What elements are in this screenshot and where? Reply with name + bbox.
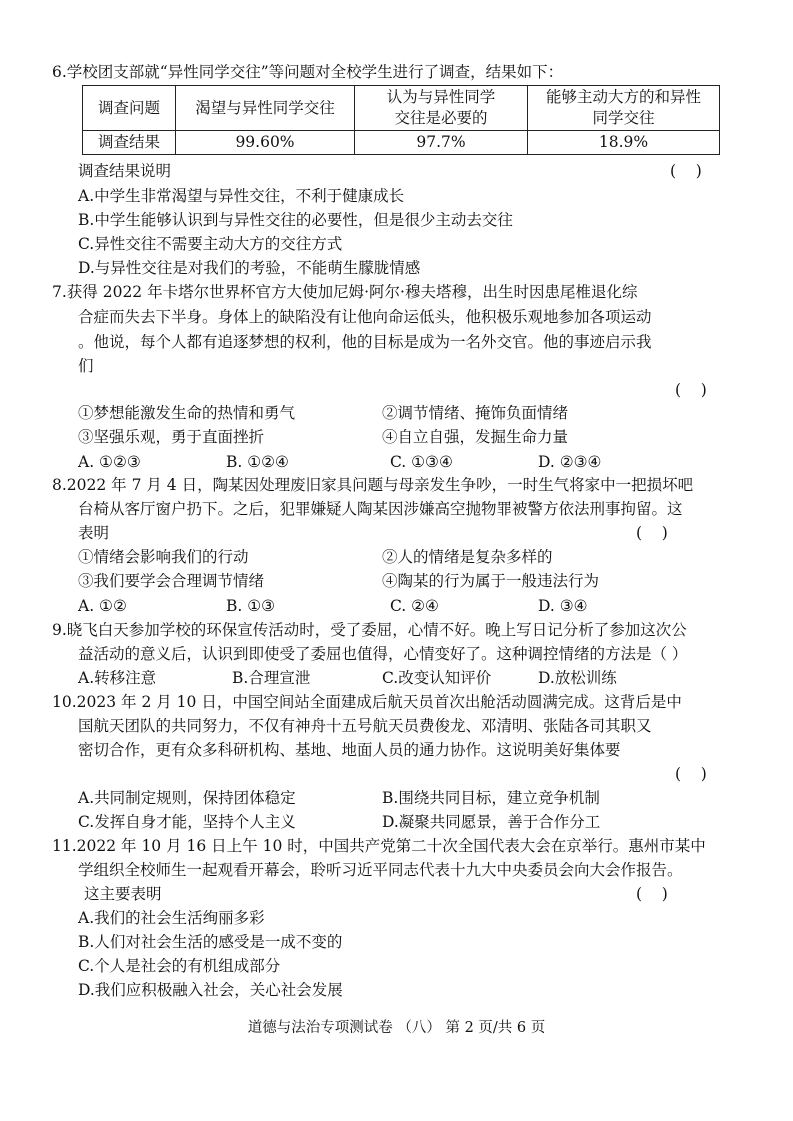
q11-answer-bracket: ( )	[636, 885, 668, 903]
q11-option-a: A.我们的社会生活绚丽多彩	[78, 909, 265, 927]
q7-answer-bracket: ( )	[675, 381, 707, 399]
q8-statement-1: ①情绪会影响我们的行动	[78, 548, 249, 566]
col2-header-line1: 认为与异性同学	[386, 88, 496, 106]
q11-line3: 这主要表明	[84, 885, 162, 903]
q6-option-a: A.中学生非常渴望与异性交往，不利于健康成长	[78, 187, 405, 205]
q11-option-b: B.人们对社会生活的感受是一成不变的	[78, 933, 343, 951]
col1-value: 99.60%	[176, 131, 355, 155]
q7-statement-3: ③坚强乐观，勇于直面挫折	[78, 428, 265, 446]
q7-line3: 。他说，每个人都有追逐梦想的权利，他的目标是成为一名外交官。他的事迹启示我	[78, 333, 652, 351]
q7-statement-2: ②调节情绪、掩饰负面情绪	[382, 404, 569, 422]
q11-option-c: C.个人是社会的有机组成部分	[78, 957, 281, 975]
q10-option-d: D.凝聚共同愿景，善于合作分工	[382, 813, 601, 831]
q11-line2: 学组织全校师生一起观看开幕会，聆听习近平同志代表十九大中央委员会向大会作报告。	[78, 861, 683, 879]
q10-line1: 10.2023 年 2 月 10 日，中国空间站全面建成后航天员首次出舱活动圆满完成。这背后是中	[52, 693, 682, 711]
q9-option-c: C.改变认知评价	[382, 669, 492, 687]
q6-option-b: B.中学生能够认识到与异性交往的必要性，但是很少主动去交往	[78, 211, 513, 229]
q7-option-c: C. ①③④	[390, 453, 453, 471]
row-header-result: 调查结果	[83, 131, 176, 155]
col3-header-line1: 能够主动大方的和异性	[545, 88, 701, 106]
q9-option-b: B.合理宣泄	[232, 669, 311, 687]
q8-option-b: B. ①③	[226, 597, 276, 615]
q10-option-b: B.围绕共同目标，建立竞争机制	[382, 789, 600, 807]
survey-table	[82, 85, 720, 155]
q6-answer-bracket: ( )	[670, 162, 702, 180]
q9-option-d: D.放松训练	[538, 669, 617, 687]
q6-stem: 6.学校团支部就“异性同学交往”等问题对全校学生进行了调查，结果如下：	[52, 63, 564, 81]
q7-line4: 们	[78, 357, 94, 375]
q10-line3: 密切合作，更有众多科研机构、基地、地面人员的通力协作。这说明美好集体要	[78, 741, 621, 759]
q6-option-d: D.与异性交往是对我们的考验，不能萌生朦胧情感	[78, 259, 421, 277]
q9-line2: 益活动的意义后，认识到即使受了委屈也值得，心情变好了。这种调控情绪的方法是（ ）	[78, 645, 688, 663]
q10-line2: 国航天团队的共同努力，不仅有神舟十五号航天员费俊龙、邓清明、张陆各司其职又	[78, 717, 652, 735]
q8-line3: 表明	[78, 524, 110, 542]
q7-line2: 合症而失去下半身。身体上的缺陷没有让他向命运低头，他积极乐观地参加各项运动	[78, 308, 652, 326]
col2-header-line2: 交往是必要的	[394, 109, 488, 127]
q7-option-a: A. ①②③	[78, 453, 141, 471]
q8-statement-4: ④陶某的行为属于一般违法行为	[382, 572, 600, 590]
q8-line1: 8.2022 年 7 月 4 日，陶某因处理废旧家具问题与母亲发生争吵，一时生气将家中一把损坏吧	[52, 476, 694, 494]
q8-statement-2: ②人的情绪是复杂多样的	[382, 548, 553, 566]
row-header-question: 调查问题	[83, 86, 176, 131]
page-footer: 道德与法治专项测试卷 （八） 第 2 页/共 6 页	[247, 1020, 546, 1036]
q8-line2: 台椅从客厅窗户扔下。之后，犯罪嫌疑人陶某因涉嫌高空抛物罪被警方依法刑事拘留。这	[78, 500, 683, 518]
q8-option-c: C. ②④	[390, 597, 439, 615]
q7-statement-1: ①梦想能激发生命的热情和勇气	[78, 404, 296, 422]
col3-header-line2: 同学交往	[592, 109, 655, 127]
q6-question: 调查结果说明	[78, 162, 172, 180]
q7-option-b: B. ①②④	[226, 453, 289, 471]
q11-option-d: D.我们应积极融入社会，关心社会发展	[78, 981, 343, 999]
q6-option-c: C.异性交往不需要主动大方的交往方式	[78, 235, 343, 253]
q10-option-c: C.发挥自身才能，坚持个人主义	[78, 813, 296, 831]
q11-line1: 11.2022 年 10 月 16 日上午 10 时，中国共产党第二十次全国代表大会在京举行。惠州市某中	[52, 837, 706, 855]
col3-header	[528, 86, 720, 131]
q8-statement-3: ③我们要学会合理调节情绪	[78, 572, 265, 590]
q8-answer-bracket: ( )	[636, 524, 668, 542]
q7-statement-4: ④自立自强，发掘生命力量	[382, 428, 569, 446]
q9-line1: 9.晓飞白天参加学校的环保宣传活动时，受了委屈，心情不好。晚上写日记分析了参加这次公	[52, 621, 687, 639]
q8-option-d: D. ③④	[538, 597, 588, 615]
col1-header: 渴望与异性同学交往	[176, 86, 355, 131]
q9-option-a: A.转移注意	[78, 669, 157, 687]
q7-option-d: D. ②③④	[538, 453, 602, 471]
col2-value: 97.7%	[355, 131, 528, 155]
col3-value: 18.9%	[528, 131, 720, 155]
col2-header	[355, 86, 528, 131]
q10-answer-bracket: ( )	[675, 765, 707, 783]
q7-line1: 7.获得 2022 年卡塔尔世界杯官方大使加尼姆·阿尔·穆夫塔穆，出生时因患尾椎退化综	[52, 283, 638, 301]
q10-option-a: A.共同制定规则，保持团体稳定	[78, 789, 296, 807]
q8-option-a: A. ①②	[78, 597, 127, 615]
